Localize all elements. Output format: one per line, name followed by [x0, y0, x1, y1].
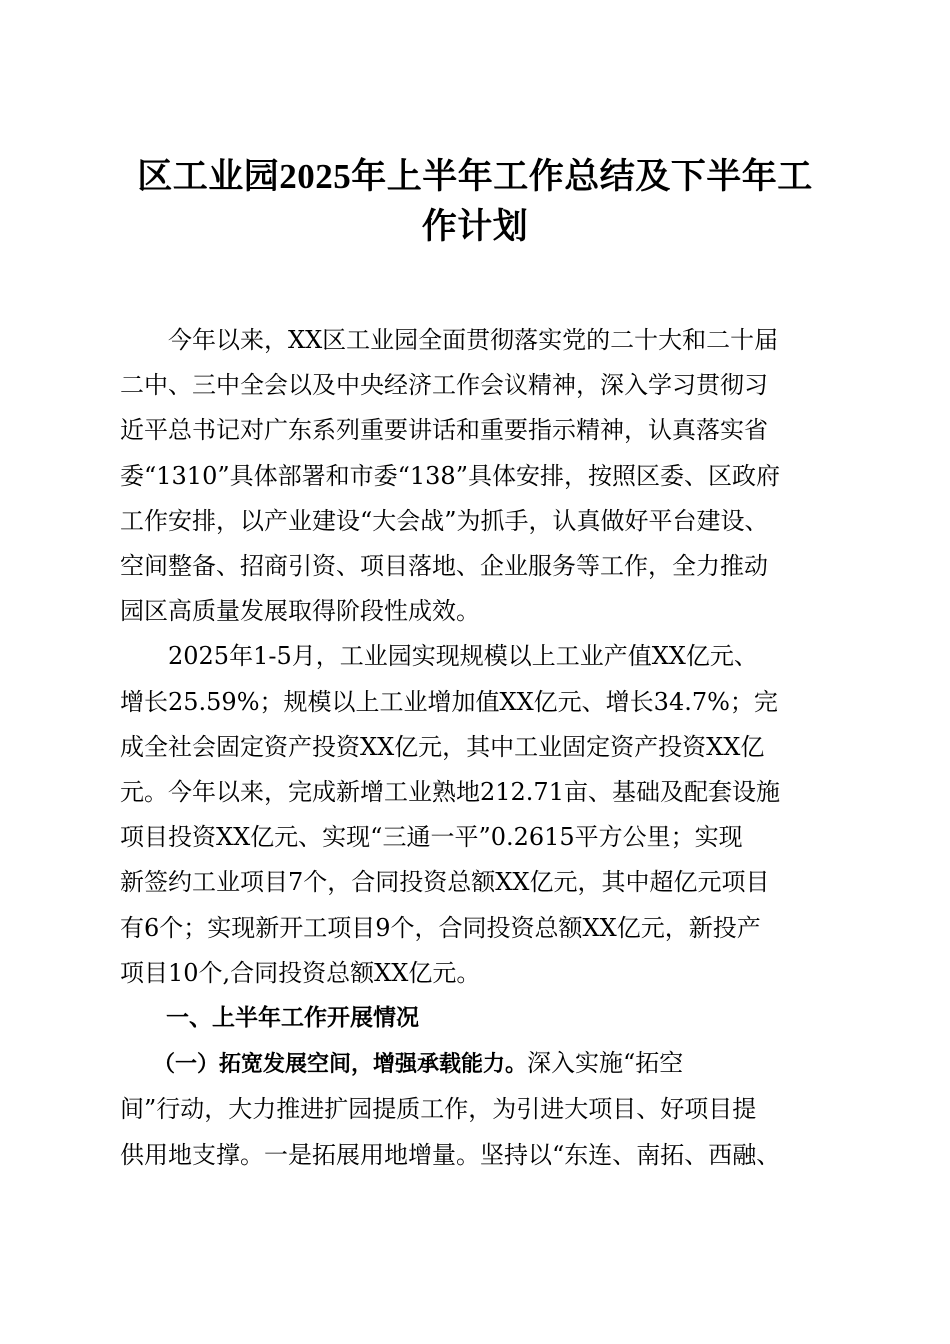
text-line: 今年以来，XX区工业园全面贯彻落实党的二十大和二十届 [120, 326, 779, 354]
text-line: 二中、三中全会以及中央经济工作会议精神，深入学习贯彻习 [120, 371, 768, 400]
text-line: 近平总书记对广东系列重要讲话和重要指示精神，认真落实省 [120, 416, 768, 445]
statistics-paragraph [120, 634, 830, 996]
text-line: 2025年1-5月，工业园实现规模以上工业产值XX亿元、 [120, 642, 758, 671]
text-line: 间”行动，大力推进扩园提质工作，为引进大项目、好项目提 [120, 1095, 757, 1124]
subsection-paragraph [120, 1041, 830, 1178]
text-line: 空间整备、招商引资、项目落地、企业服务等工作，全力推动 [120, 552, 768, 581]
text-line: 项目10个,合同投资总额XX亿元。 [120, 958, 481, 987]
section-heading: 一、上半年工作开展情况 [120, 1005, 419, 1032]
intro-paragraph [120, 318, 830, 634]
text-line: 供用地支撑。一是拓展用地增量。坚持以“东连、南拓、西融、 [120, 1140, 781, 1169]
text-line: 项目投资XX亿元、实现“三通一平”0.2615平方公里；实现 [120, 823, 743, 852]
text-line: 新签约工业项目7个，合同投资总额XX亿元，其中超亿元项目 [120, 868, 770, 897]
text-line: 园区高质量发展取得阶段性成效。 [120, 597, 480, 626]
text-line: 成全社会固定资产投资XX亿元，其中工业固定资产投资XX亿 [120, 732, 765, 761]
document-body [120, 318, 830, 1178]
subsection-lead-rest: 深入实施“拓空 [527, 1049, 684, 1078]
subsection-first-line [120, 1041, 830, 1087]
text-line: 委“1310”具体部署和市委“138”具体安排，按照区委、区政府 [120, 461, 780, 490]
subsection-lead: （一）拓宽发展空间，增强承载能力。 [120, 1052, 528, 1078]
text-line: 元。今年以来，完成新增工业熟地212.71亩、基础及配套设施 [120, 778, 780, 807]
document-title [100, 152, 850, 252]
text-line: 工作安排，以产业建设“大会战”为抓手，认真做好平台建设、 [120, 506, 769, 535]
text-line: 增长25.59%；规模以上工业增加值XX亿元、增长34.7%；完 [120, 687, 778, 716]
title-line-2: 作计划 [421, 207, 529, 246]
text-line: 有6个；实现新开工项目9个，合同投资总额XX亿元，新投产 [120, 913, 761, 942]
title-line-1: 区工业园2025年上半年工作总结及下半年工 [137, 157, 813, 196]
